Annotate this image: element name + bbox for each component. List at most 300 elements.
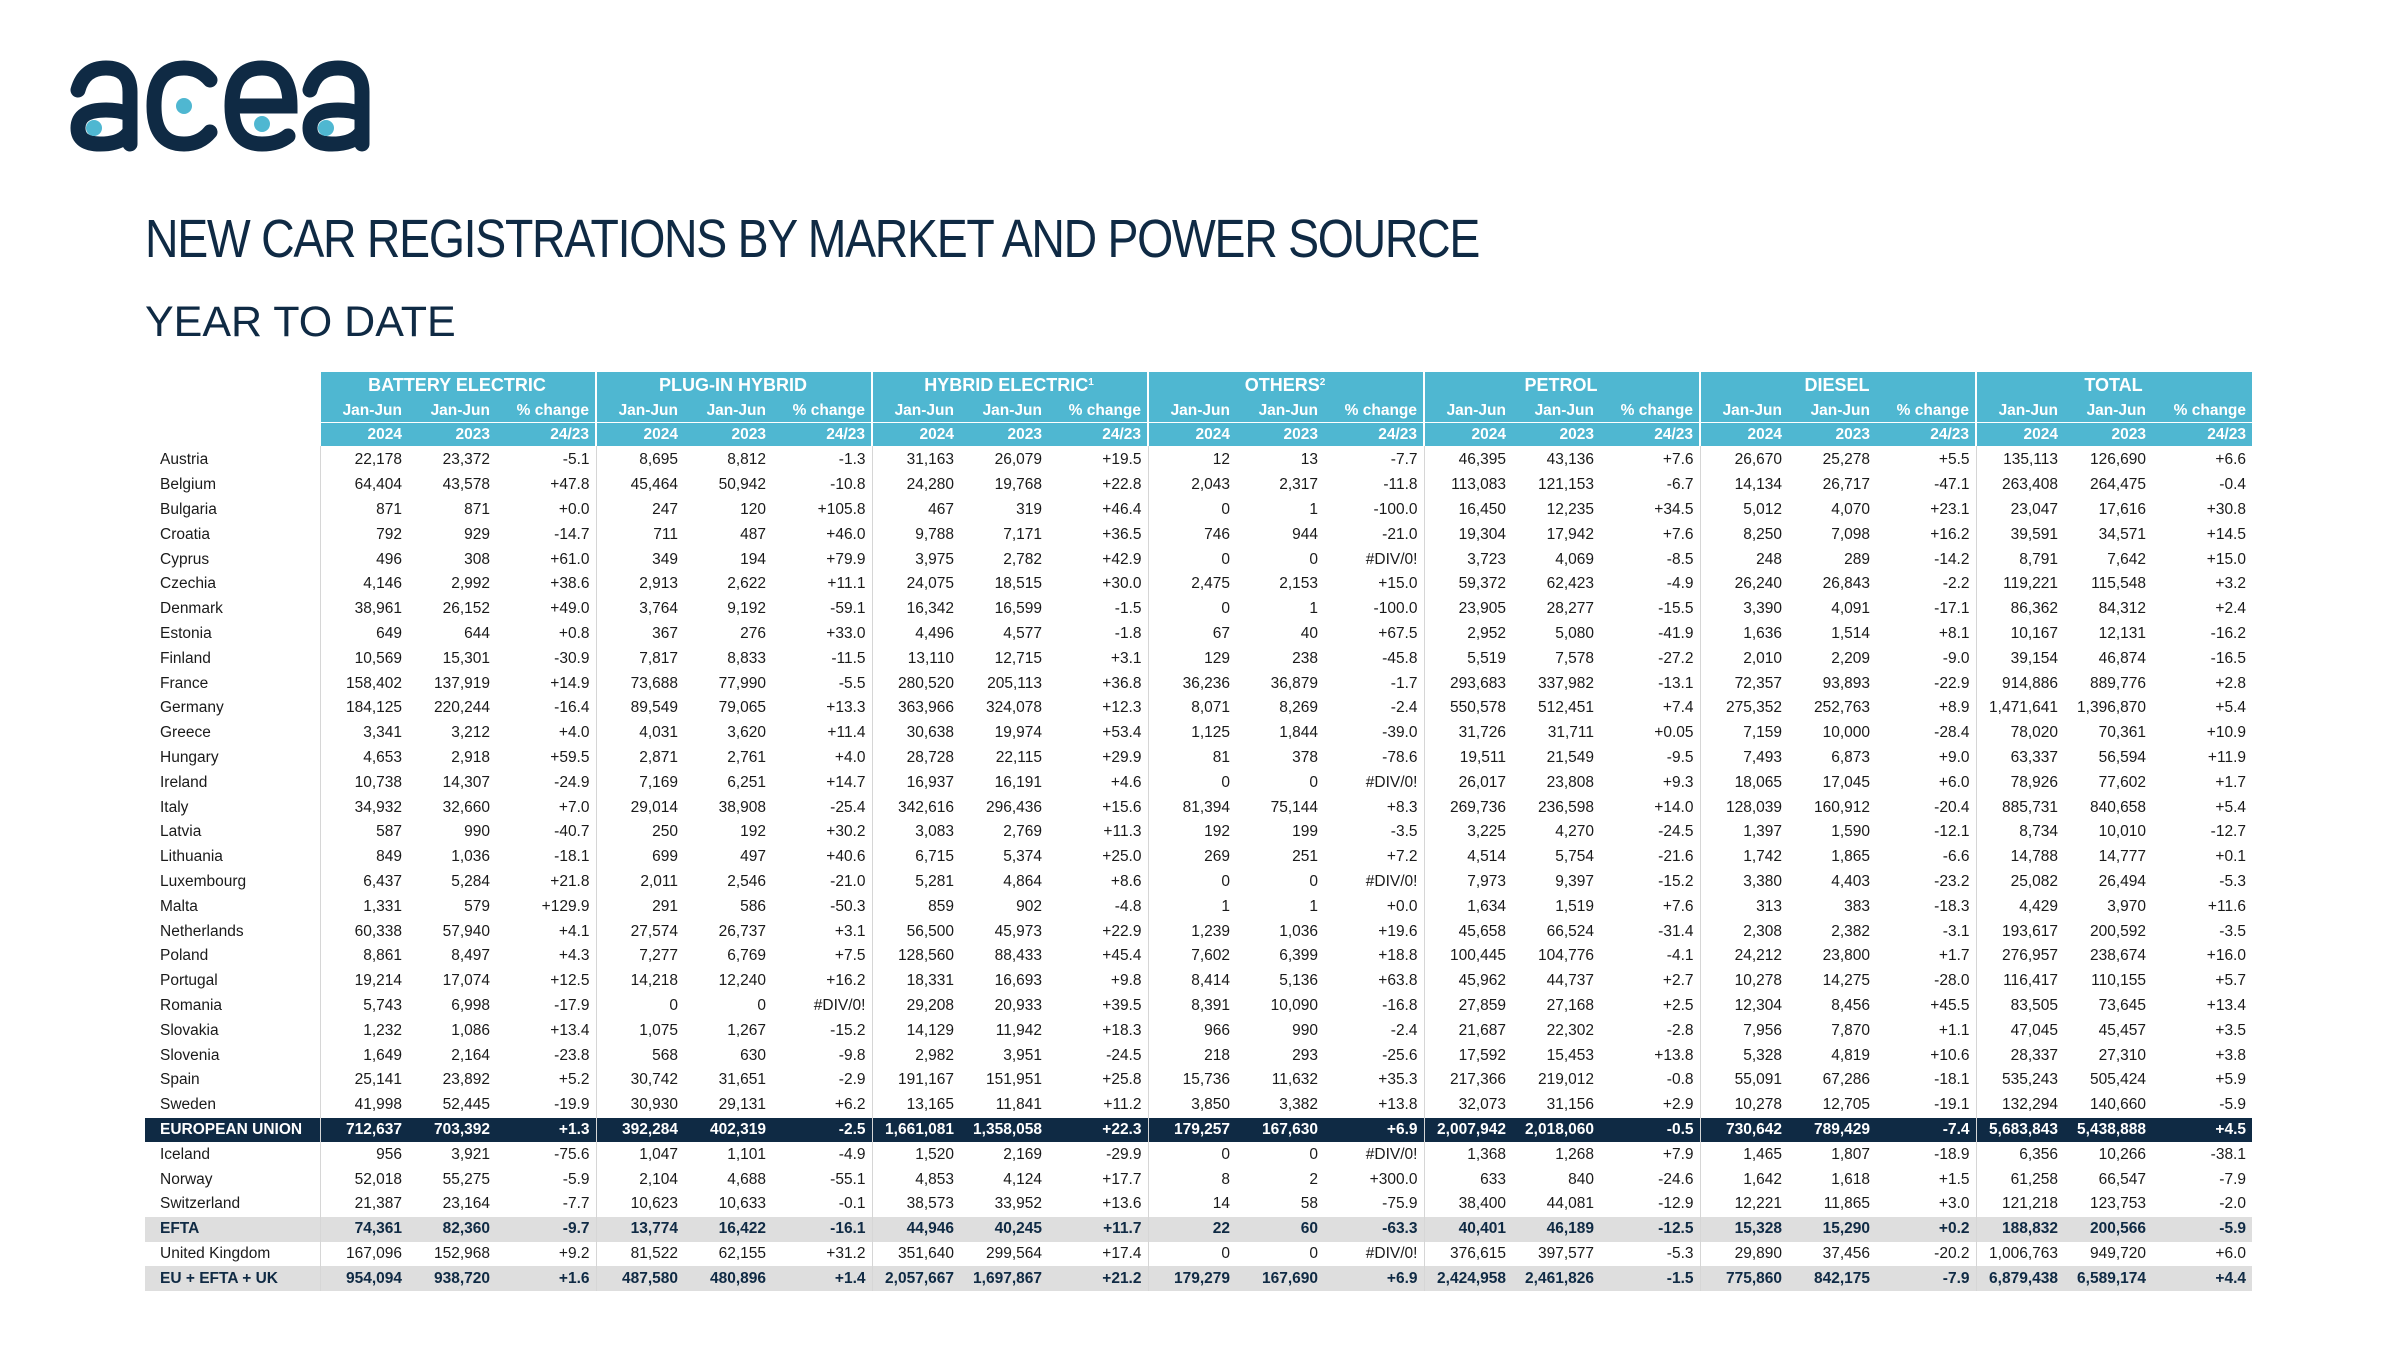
pct-change-cell: -24.5 [1658,823,1694,841]
pct-change-cell: +13.4 [550,1021,590,1039]
value-cell: 269 [1148,845,1236,870]
value-cell: 1 [1309,500,1318,518]
pct-change-cell: +40.6 [826,848,866,866]
country-cell: Romania [160,996,223,1014]
pct-change-cell: +4.4 [2152,1266,2252,1291]
value-cell: 179,279 [1148,1266,1236,1291]
value-cell: 4,496 [872,622,960,647]
pct-change-cell: -38.1 [2210,1145,2246,1163]
pct-change-cell: -3.5 [2219,922,2246,940]
pct-change-cell: -18.1 [1934,1071,1970,1089]
value-cell: 74,361 [320,1217,408,1242]
pct-change-cell: +15.0 [2206,550,2246,568]
value-cell: 264,475 [2089,476,2146,494]
subheader-cell: 2024 [1976,423,2064,447]
value-cell: 275,352 [1700,696,1788,721]
pct-change-cell: -22.9 [1934,674,1970,692]
value-cell: 10,000 [1822,724,1870,742]
pct-change-cell: +25.0 [1102,848,1142,866]
value-cell: 14,275 [1822,972,1870,990]
subheader-cell: % change [496,399,596,423]
value-cell: 19,304 [1424,522,1512,547]
pct-change-cell: +6.9 [1324,1118,1424,1143]
country-cell: Belgium [160,476,216,494]
value-cell: 840 [1568,1170,1594,1188]
value-cell: 1,649 [320,1043,408,1068]
value-cell: 859 [872,894,960,919]
subheader-cell: 24/23 [772,423,872,447]
table-row [145,1142,2252,1167]
pct-change-cell: +63.8 [1378,972,1418,990]
group-header-row [145,372,2252,399]
value-cell: 383 [1844,897,1870,915]
value-cell: 247 [596,498,684,523]
value-cell: 63,337 [1976,746,2064,771]
subheader-cell: Jan-Jun [596,399,684,423]
value-cell: 644 [464,624,490,642]
value-cell: 7,277 [596,944,684,969]
value-cell: 1 [1309,897,1318,915]
value-cell: 392,284 [596,1118,684,1143]
pct-change-cell: +18.3 [1102,1021,1142,1039]
country-cell: Luxembourg [160,872,247,890]
pct-change-cell: +8.3 [1386,798,1418,816]
value-cell: 289 [1844,550,1870,568]
value-cell: 5,754 [1555,848,1594,866]
value-cell: 45,962 [1424,969,1512,994]
subheader-cell: 24/23 [496,423,596,447]
pct-change-cell: +0.0 [1386,897,1418,915]
pct-change-cell: -0.1 [838,1195,866,1213]
value-cell: 505,424 [2089,1071,2146,1089]
pct-change-cell: +5.4 [2215,699,2246,717]
pct-change-cell: +13.8 [1378,1096,1418,1114]
value-cell: 944 [1292,525,1318,543]
value-cell: 26,670 [1700,446,1788,473]
value-cell: 1,465 [1700,1142,1788,1167]
value-cell: 12,221 [1700,1192,1788,1217]
pct-change-cell: -9.8 [838,1046,866,1064]
value-cell: 12,235 [1546,500,1594,518]
value-cell: 6,998 [451,996,490,1014]
group-header [1424,372,1700,399]
value-cell: 376,615 [1424,1242,1512,1267]
value-cell: 2,475 [1148,572,1236,597]
pct-change-cell: +45.4 [1102,947,1142,965]
value-cell: 2,209 [1831,649,1870,667]
pct-change-cell: -9.7 [496,1217,596,1242]
value-cell: 7,159 [1700,721,1788,746]
pct-change-cell: -4.1 [1666,947,1694,965]
table-row [145,1217,2252,1242]
value-cell: 44,946 [872,1217,960,1242]
value-cell: 78,926 [1976,770,2064,795]
subheader-cell: Jan-Jun [684,399,772,423]
group-header [1700,372,1976,399]
pct-change-cell: -25.6 [1382,1046,1418,1064]
value-cell: 200,592 [2089,922,2146,940]
pct-change-cell: -7.4 [1876,1118,1976,1143]
pct-change-cell: +3.8 [2215,1046,2246,1064]
value-cell: 26,737 [718,922,766,940]
value-cell: 119,221 [1976,572,2064,597]
pct-change-cell: +12.5 [550,972,590,990]
value-cell: 775,860 [1700,1266,1788,1291]
value-cell: 38,908 [718,798,766,816]
pct-change-cell: +79.9 [826,550,866,568]
value-cell: 712,637 [320,1118,408,1143]
value-cell: 14,777 [2098,848,2146,866]
value-cell: 1 [1309,600,1318,618]
table-row [145,746,2252,771]
value-cell: 67 [1148,622,1236,647]
value-cell: 4,091 [1831,600,1870,618]
value-cell: 10,090 [1270,996,1318,1014]
value-cell: 33,952 [994,1195,1042,1213]
value-cell: 27,574 [596,919,684,944]
value-cell: 4,429 [1976,894,2064,919]
pct-change-cell: +7.6 [1662,525,1694,543]
value-cell: 86,362 [1976,597,2064,622]
value-cell: 44,737 [1546,972,1594,990]
value-cell: 1,036 [1279,922,1318,940]
value-cell: 1,239 [1148,919,1236,944]
value-cell: 34,932 [320,795,408,820]
value-cell: 0 [1309,773,1318,791]
value-cell: 0 [1148,498,1236,523]
pct-change-cell: -0.8 [1666,1071,1694,1089]
value-cell: 46,189 [1512,1217,1600,1242]
subheader-cell: 2024 [1424,423,1512,447]
value-cell: 10,278 [1700,969,1788,994]
value-cell: 1,125 [1148,721,1236,746]
value-cell: 467 [872,498,960,523]
table-row [145,770,2252,795]
value-cell: 93,893 [1822,674,1870,692]
table-row [145,1266,2252,1291]
pct-change-cell: +3.2 [2215,575,2246,593]
country-cell: Germany [160,699,224,717]
value-cell: 167,690 [1236,1266,1324,1291]
value-cell: 50,942 [718,476,766,494]
value-cell: 4,688 [727,1170,766,1188]
pct-change-cell: +21.8 [550,872,590,890]
value-cell: 1,618 [1831,1170,1870,1188]
value-cell: 20,933 [994,996,1042,1014]
value-cell: 535,243 [1976,1068,2064,1093]
group-header [872,372,1148,399]
pct-change-cell: +1.1 [1938,1021,1970,1039]
pct-change-cell: +5.5 [1938,451,1970,469]
value-cell: 32,660 [442,798,490,816]
value-cell: 21,687 [1424,1018,1512,1043]
value-cell: 487,580 [596,1266,684,1291]
pct-change-cell: +1.5 [1938,1170,1970,1188]
value-cell: 4,124 [1003,1170,1042,1188]
pct-change-cell: +11.4 [827,724,866,742]
pct-change-cell: -21.6 [1658,848,1694,866]
value-cell: 3,764 [596,597,684,622]
subheader-cell: 2024 [320,423,408,447]
value-cell: 568 [596,1043,684,1068]
pct-change-cell: -6.6 [1942,848,1970,866]
value-cell: 0 [1309,550,1318,568]
value-cell: 789,429 [1788,1118,1876,1143]
pct-change-cell: -28.4 [1934,724,1970,742]
value-cell: 889,776 [2089,674,2146,692]
pct-change-cell: +10.9 [2206,724,2246,742]
value-cell: 184,125 [320,696,408,721]
subheader-cell: 24/23 [2152,423,2252,447]
value-cell: 2,952 [1424,622,1512,647]
pct-change-cell: +5.9 [2215,1071,2246,1089]
value-cell: 73,645 [2098,996,2146,1014]
subheader-cell: % change [1324,399,1424,423]
value-cell: 66,524 [1546,922,1594,940]
value-cell: 792 [320,522,408,547]
pct-change-cell: -3.5 [1390,823,1418,841]
table-row [145,894,2252,919]
pct-change-cell: -1.5 [1600,1266,1700,1291]
value-cell: 2,424,958 [1424,1266,1512,1291]
pct-change-cell: +30.8 [2206,500,2246,518]
value-cell: 4,031 [596,721,684,746]
value-cell: 23,047 [1976,498,2064,523]
pct-change-cell: -16.4 [554,699,590,717]
pct-change-cell: +1.7 [2215,773,2246,791]
pct-change-cell: +22.8 [1102,476,1142,494]
value-cell: 649 [320,622,408,647]
value-cell: 16,342 [872,597,960,622]
value-cell: 15,453 [1546,1046,1594,1064]
pct-change-cell: -30.9 [554,649,590,667]
value-cell: 1,642 [1700,1167,1788,1192]
value-cell: 1,267 [727,1021,766,1039]
pct-change-cell: +21.2 [1048,1266,1148,1291]
pct-change-cell: -20.2 [1934,1244,1970,1262]
value-cell: 14,218 [596,969,684,994]
country-cell: EUROPEAN UNION [145,1118,320,1143]
pct-change-cell: +30.2 [826,823,866,841]
pct-change-cell: -55.1 [830,1170,866,1188]
pct-change-cell: -5.1 [562,451,590,469]
pct-change-cell: -5.9 [562,1170,590,1188]
value-cell: 8,861 [320,944,408,969]
table-row [145,1043,2252,1068]
value-cell: 308 [464,550,490,568]
value-cell: 44,081 [1546,1195,1594,1213]
table-row [145,1192,2252,1217]
value-cell: 191,167 [872,1068,960,1093]
pct-change-cell: -16.1 [772,1217,872,1242]
value-cell: 6,437 [320,870,408,895]
pct-change-cell: +14.7 [826,773,866,791]
value-cell: 902 [1016,897,1042,915]
pct-change-cell: +4.6 [1110,773,1142,791]
value-cell: 8,269 [1279,699,1318,717]
value-cell: 3,970 [2107,897,2146,915]
registrations-table [145,372,2252,1291]
value-cell: 7,870 [1831,1021,1870,1039]
value-cell: 13 [1300,451,1318,469]
value-cell: 1,268 [1555,1145,1594,1163]
value-cell: 512,451 [1537,699,1594,717]
pct-change-cell: +38.6 [550,575,590,593]
pct-change-cell: +5.2 [558,1071,590,1089]
value-cell: 129 [1148,646,1236,671]
pct-change-cell: +7.9 [1662,1145,1694,1163]
value-cell: 7,973 [1424,870,1512,895]
table-row [145,870,2252,895]
table-row [145,721,2252,746]
pct-change-cell: +4.0 [834,748,866,766]
value-cell: 885,731 [1976,795,2064,820]
value-cell: 550,578 [1424,696,1512,721]
value-cell: 39,591 [1976,522,2064,547]
pct-change-cell: -12.1 [1934,823,1970,841]
value-cell: 29,208 [872,994,960,1019]
subheader-cell: % change [1600,399,1700,423]
value-cell: 849 [320,845,408,870]
value-cell: 699 [596,845,684,870]
pct-change-cell: +11.6 [2207,897,2246,915]
value-cell: 192 [740,823,766,841]
pct-change-cell: -19.1 [1934,1096,1970,1114]
pct-change-cell: +105.8 [817,500,866,518]
pct-change-cell: +36.8 [1102,674,1142,692]
value-cell: 28,277 [1546,600,1594,618]
pct-change-cell: -100.0 [1373,600,1418,618]
value-cell: 220,244 [433,699,490,717]
pct-change-cell: +6.2 [834,1096,866,1114]
table-row [145,1093,2252,1118]
pct-change-cell: +8.6 [1110,872,1142,890]
table-row [145,1242,2252,1267]
value-cell: 1,471,641 [1976,696,2064,721]
value-cell: 59,372 [1424,572,1512,597]
value-cell: 3,083 [872,820,960,845]
subheader-cell: 2024 [1700,423,1788,447]
value-cell: 31,651 [718,1071,766,1089]
value-cell: 88,433 [994,947,1042,965]
value-cell: 28,728 [872,746,960,771]
pct-change-cell: -59.1 [830,600,866,618]
pct-change-cell: -7.9 [1876,1266,1976,1291]
pct-change-cell: +23.1 [1930,500,1970,518]
value-cell: 1,358,058 [960,1118,1048,1143]
value-cell: 24,280 [872,473,960,498]
table-row [145,597,2252,622]
table-row [145,622,2252,647]
value-cell: 46,395 [1424,446,1512,473]
pct-change-cell: -8.5 [1666,550,1694,568]
value-cell: 60 [1236,1217,1324,1242]
group-header [596,372,872,399]
value-cell: 16,450 [1424,498,1512,523]
value-cell: 7,171 [1003,525,1042,543]
value-cell: 7,602 [1148,944,1236,969]
value-cell: 75,144 [1270,798,1318,816]
table-row [145,547,2252,572]
group-header-label: TOTAL [2084,375,2143,395]
value-cell: 56,500 [872,919,960,944]
value-cell: 13,774 [596,1217,684,1242]
value-cell: 67,286 [1822,1071,1870,1089]
value-cell: 1,006,763 [1976,1242,2064,1267]
pct-change-cell: +7.4 [1662,699,1694,717]
value-cell: 38,573 [872,1192,960,1217]
pct-change-cell: -0.5 [1600,1118,1700,1143]
value-cell: 128,039 [1700,795,1788,820]
value-cell: 8,391 [1148,994,1236,1019]
value-cell: 1 [1148,894,1236,919]
value-cell: 17,045 [1822,773,1870,791]
value-cell: 30,638 [872,721,960,746]
value-cell: 24,212 [1700,944,1788,969]
value-cell: 3,212 [451,724,490,742]
subheader-cell: % change [772,399,872,423]
pct-change-cell: -18.1 [554,848,590,866]
pct-change-cell: +2.8 [2215,674,2246,692]
table-row [145,944,2252,969]
pct-change-cell: -9.5 [1666,748,1694,766]
value-cell: 349 [596,547,684,572]
value-cell: 15,301 [442,649,490,667]
pct-change-cell: +13.4 [2206,996,2246,1014]
value-cell: 1,232 [320,1018,408,1043]
pct-change-cell: -63.3 [1324,1217,1424,1242]
pct-change-cell: +3.1 [834,922,866,940]
pct-change-cell: +9.3 [1662,773,1694,791]
value-cell: 1,047 [596,1142,684,1167]
value-cell: 116,417 [1976,969,2064,994]
value-cell: 18,331 [872,969,960,994]
country-cell: Slovakia [160,1021,219,1039]
value-cell: 13,165 [872,1093,960,1118]
value-cell: 324,078 [985,699,1042,717]
value-cell: 2,982 [872,1043,960,1068]
value-cell: 12 [1148,446,1236,473]
group-header-label: DIESEL [1804,375,1870,395]
value-cell: 81,522 [596,1242,684,1267]
value-cell: 14 [1148,1192,1236,1217]
pct-change-cell: -18.3 [1934,897,1970,915]
value-cell: 6,715 [872,845,960,870]
value-cell: 110,155 [2091,972,2146,990]
value-cell: 29,131 [718,1096,766,1114]
pct-change-cell: +22.3 [1048,1118,1148,1143]
value-cell: 480,896 [684,1266,772,1291]
value-cell: 31,156 [1546,1096,1594,1114]
pct-change-cell: +49.0 [550,600,590,618]
value-cell: 1,697,867 [960,1266,1048,1291]
pct-change-cell: +0.0 [558,500,590,518]
table-row [145,845,2252,870]
table-row [145,1118,2252,1143]
value-cell: 23,905 [1424,597,1512,622]
value-cell: 496 [320,547,408,572]
value-cell: 587 [320,820,408,845]
value-cell: 296,436 [985,798,1042,816]
value-cell: 179,257 [1148,1118,1236,1143]
subheader-row [145,423,2252,447]
pct-change-cell: +7.5 [834,947,866,965]
value-cell: 293,683 [1424,671,1512,696]
pct-change-cell: -20.4 [1934,798,1970,816]
pct-change-cell: -31.4 [1658,922,1694,940]
value-cell: 218 [1148,1043,1236,1068]
pct-change-cell: +30.0 [1102,575,1142,593]
